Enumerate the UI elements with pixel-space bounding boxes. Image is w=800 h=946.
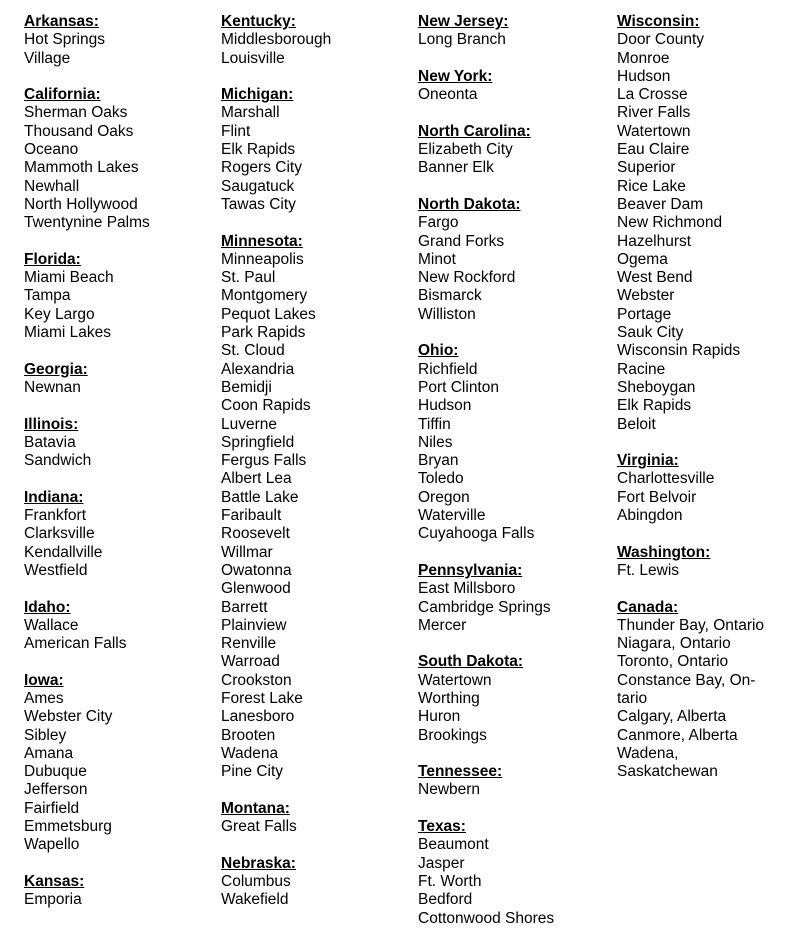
place-item: Kendallville [24,543,103,561]
state-heading: Ohio: [418,342,459,360]
state-group [418,123,610,178]
state-heading: North Carolina: [418,122,531,140]
state-heading: Washington: [617,543,711,561]
place-item: La Crosse [617,86,688,104]
state-heading: Indiana: [24,488,84,506]
state-group [418,68,610,105]
place-item: Bedford [418,891,473,909]
place-item: Marshall [221,104,280,122]
place-item: Richfield [418,360,478,378]
place-item: Batavia [24,433,76,451]
place-item: Wadena, [617,744,679,762]
place-item: Beloit [617,415,656,433]
place-item: Pequot Lakes [221,305,316,323]
place-item: Jasper [418,854,465,872]
place-item: Cambridge Springs [418,598,551,616]
place-item: Eau Claire [617,141,690,159]
place-item: Village [24,49,71,67]
place-item: Jefferson [24,781,88,799]
place-item: Hudson [617,67,671,85]
place-item: North Hollywood [24,195,138,213]
place-item: Elizabeth City [418,141,513,159]
state-group [221,855,413,910]
place-item: Calgary, Alberta [617,708,727,726]
place-item: Cuyahooga Falls [418,525,535,543]
place-item: Fort Belvoir [617,488,697,506]
place-item: Watertown [617,122,691,140]
place-item: Saskatchewan [617,763,718,781]
place-item: Columbus [221,872,291,890]
place-item: Great Falls [221,818,297,836]
state-heading: Texas: [418,818,466,836]
place-item: Elk Rapids [221,141,296,159]
place-item: Niles [418,433,453,451]
state-heading: Montana: [221,799,290,817]
place-item: Hot Springs [24,31,105,49]
state-group [24,489,216,580]
place-item: Sibley [24,726,67,744]
place-item: Toledo [418,470,464,488]
place-item: Saugatuck [221,177,295,195]
place-item: Newbern [418,781,481,799]
state-heading: Pennsylvania: [418,561,523,579]
place-item: Plainview [221,616,287,634]
state-group [617,13,800,434]
state-heading: Kentucky: [221,13,296,30]
place-item: Middlesborough [221,31,332,49]
state-group [418,763,610,800]
column-3 [418,13,610,946]
place-item: Wadena [221,744,279,762]
place-item: tario [617,689,648,707]
place-item: Webster City [24,708,113,726]
state-heading: Kansas: [24,872,85,890]
place-item: Sherman Oaks [24,104,128,122]
state-heading: South Dakota: [418,653,524,671]
place-item: Grand Forks [418,232,505,250]
state-heading: Minnesota: [221,232,303,250]
state-heading: Georgia: [24,360,88,378]
place-item: Miami Lakes [24,324,111,342]
place-item: Constance Bay, On- [617,671,756,689]
state-group [221,800,413,837]
place-item: Superior [617,159,676,177]
state-heading: Michigan: [221,86,294,104]
place-item: Rice Lake [617,177,686,195]
state-group [24,599,216,654]
place-item: Ogema [617,250,668,268]
column-2 [221,13,413,928]
place-item: Tiffin [418,415,451,433]
place-item: Forest Lake [221,689,303,707]
state-heading: Illinois: [24,415,79,433]
state-group [617,544,800,581]
place-item: Montgomery [221,287,308,305]
place-item: Flint [221,122,251,140]
state-group [418,196,610,324]
state-group [418,342,610,543]
place-item: Oneonta [418,86,478,104]
place-item: Mammoth Lakes [24,159,139,177]
place-item: Beaver Dam [617,195,704,213]
place-item: Monroe [617,49,670,67]
place-item: Thunder Bay, Ontario [617,616,765,634]
place-item: River Falls [617,104,691,122]
place-item: Oregon [418,488,470,506]
place-item: Tawas City [221,195,296,213]
state-heading: Canada: [617,598,679,616]
place-item: Newnan [24,378,81,396]
place-item: Bemidji [221,378,272,396]
place-item: Willmar [221,543,273,561]
place-item: Rogers City [221,159,302,177]
place-item: Ames [24,689,64,707]
place-item: East Millsboro [418,580,516,598]
state-group [24,873,216,910]
place-item: New Rockford [418,269,516,287]
state-heading: Nebraska: [221,854,296,872]
place-item: Waterville [418,507,486,525]
place-item: Louisville [221,49,285,67]
place-item: Watertown [418,671,492,689]
place-item: Portage [617,305,672,323]
state-heading: New Jersey: [418,13,509,30]
place-item: Worthing [418,689,480,707]
state-heading: Wisconsin: [617,13,700,30]
place-item: Glenwood [221,580,291,598]
place-item: Hudson [418,397,472,415]
place-item: Bryan [418,452,459,470]
state-heading: Idaho: [24,598,71,616]
place-item: New Richmond [617,214,723,232]
place-item: Pine City [221,763,284,781]
place-item: West Bend [617,269,693,287]
place-item: Lanesboro [221,708,295,726]
place-item: Emmetsburg [24,818,112,836]
place-item: Newhall [24,177,80,195]
place-item: Banner Elk [418,159,494,177]
place-item: Alexandria [221,360,295,378]
place-item: Faribault [221,507,282,525]
place-item: Frankfort [24,507,87,525]
state-heading: Tennessee: [418,763,503,781]
place-item: Huron [418,708,461,726]
state-group [221,233,413,782]
place-item: Barrett [221,598,268,616]
place-item: Williston [418,305,476,323]
place-item: Albert Lea [221,470,292,488]
place-item: Canmore, Alberta [617,726,738,744]
place-item: Long Branch [418,31,506,49]
place-item: Wapello [24,836,80,854]
place-item: Port Clinton [418,378,499,396]
place-item: Ft. Worth [418,872,482,890]
place-item: Emporia [24,891,82,909]
state-heading: Iowa: [24,671,64,689]
column-1 [24,13,216,928]
place-item: Brookings [418,726,487,744]
place-item: Owatonna [221,561,292,579]
place-item: American Falls [24,635,127,653]
state-group [617,599,800,782]
place-item: Hazelhurst [617,232,692,250]
state-group [418,818,610,928]
place-item: Fergus Falls [221,452,307,470]
place-item: Warroad [221,653,280,671]
state-group [24,416,216,471]
place-item: Wallace [24,616,79,634]
state-group [24,361,216,398]
place-item: Toronto, Ontario [617,653,729,671]
place-item: Springfield [221,433,295,451]
place-item: Ft. Lewis [617,561,680,579]
place-item: Elk Rapids [617,397,692,415]
place-item: St. Cloud [221,342,285,360]
place-item: Cottonwood Shores [418,909,555,927]
place-item: Racine [617,360,666,378]
place-item: Amana [24,744,74,762]
place-item: St. Paul [221,269,276,287]
place-item: Clarksville [24,525,95,543]
place-item: Fargo [418,214,459,232]
state-heading: Florida: [24,250,81,268]
place-item: Wisconsin Rapids [617,342,741,360]
state-group [418,653,610,744]
place-item: Sheboygan [617,378,696,396]
place-item: Wakefield [221,891,289,909]
place-item: Luverne [221,415,278,433]
place-item: Bismarck [418,287,482,305]
place-item: Abingdon [617,507,683,525]
place-item: Oceano [24,141,79,159]
place-item: Minneapolis [221,250,304,268]
place-item: Beaumont [418,836,489,854]
state-heading: Virginia: [617,452,679,470]
state-group [24,13,216,68]
place-item: Niagara, Ontario [617,635,731,653]
place-item: Charlottesville [617,470,715,488]
place-item: Tampa [24,287,71,305]
place-item: Crookston [221,671,292,689]
place-item: Park Rapids [221,324,306,342]
state-heading: New York: [418,67,493,85]
place-item: Battle Lake [221,488,299,506]
place-item: Renville [221,635,277,653]
state-group [24,86,216,232]
state-group [24,251,216,342]
place-item: Westfield [24,561,88,579]
place-item: Thousand Oaks [24,122,134,140]
place-item: Sauk City [617,324,684,342]
state-group [24,672,216,855]
place-item: Door County [617,31,705,49]
place-item: Sandwich [24,452,92,470]
place-item: Brooten [221,726,276,744]
state-group [617,452,800,525]
state-group [221,86,413,214]
state-group [221,13,413,68]
place-item: Mercer [418,616,467,634]
state-heading: Arkansas: [24,13,99,30]
place-item: Twentynine Palms [24,214,150,232]
place-item: Roosevelt [221,525,290,543]
column-4 [617,13,800,800]
place-item: Dubuque [24,763,87,781]
place-item: Miami Beach [24,269,114,287]
state-heading: North Dakota: [418,195,521,213]
place-item: Coon Rapids [221,397,311,415]
place-item: Webster [617,287,675,305]
place-item: Key Largo [24,305,95,323]
place-item: Minot [418,250,456,268]
state-heading: California: [24,86,101,104]
state-group [418,13,610,50]
state-group [418,562,610,635]
place-item: Fairfield [24,799,80,817]
